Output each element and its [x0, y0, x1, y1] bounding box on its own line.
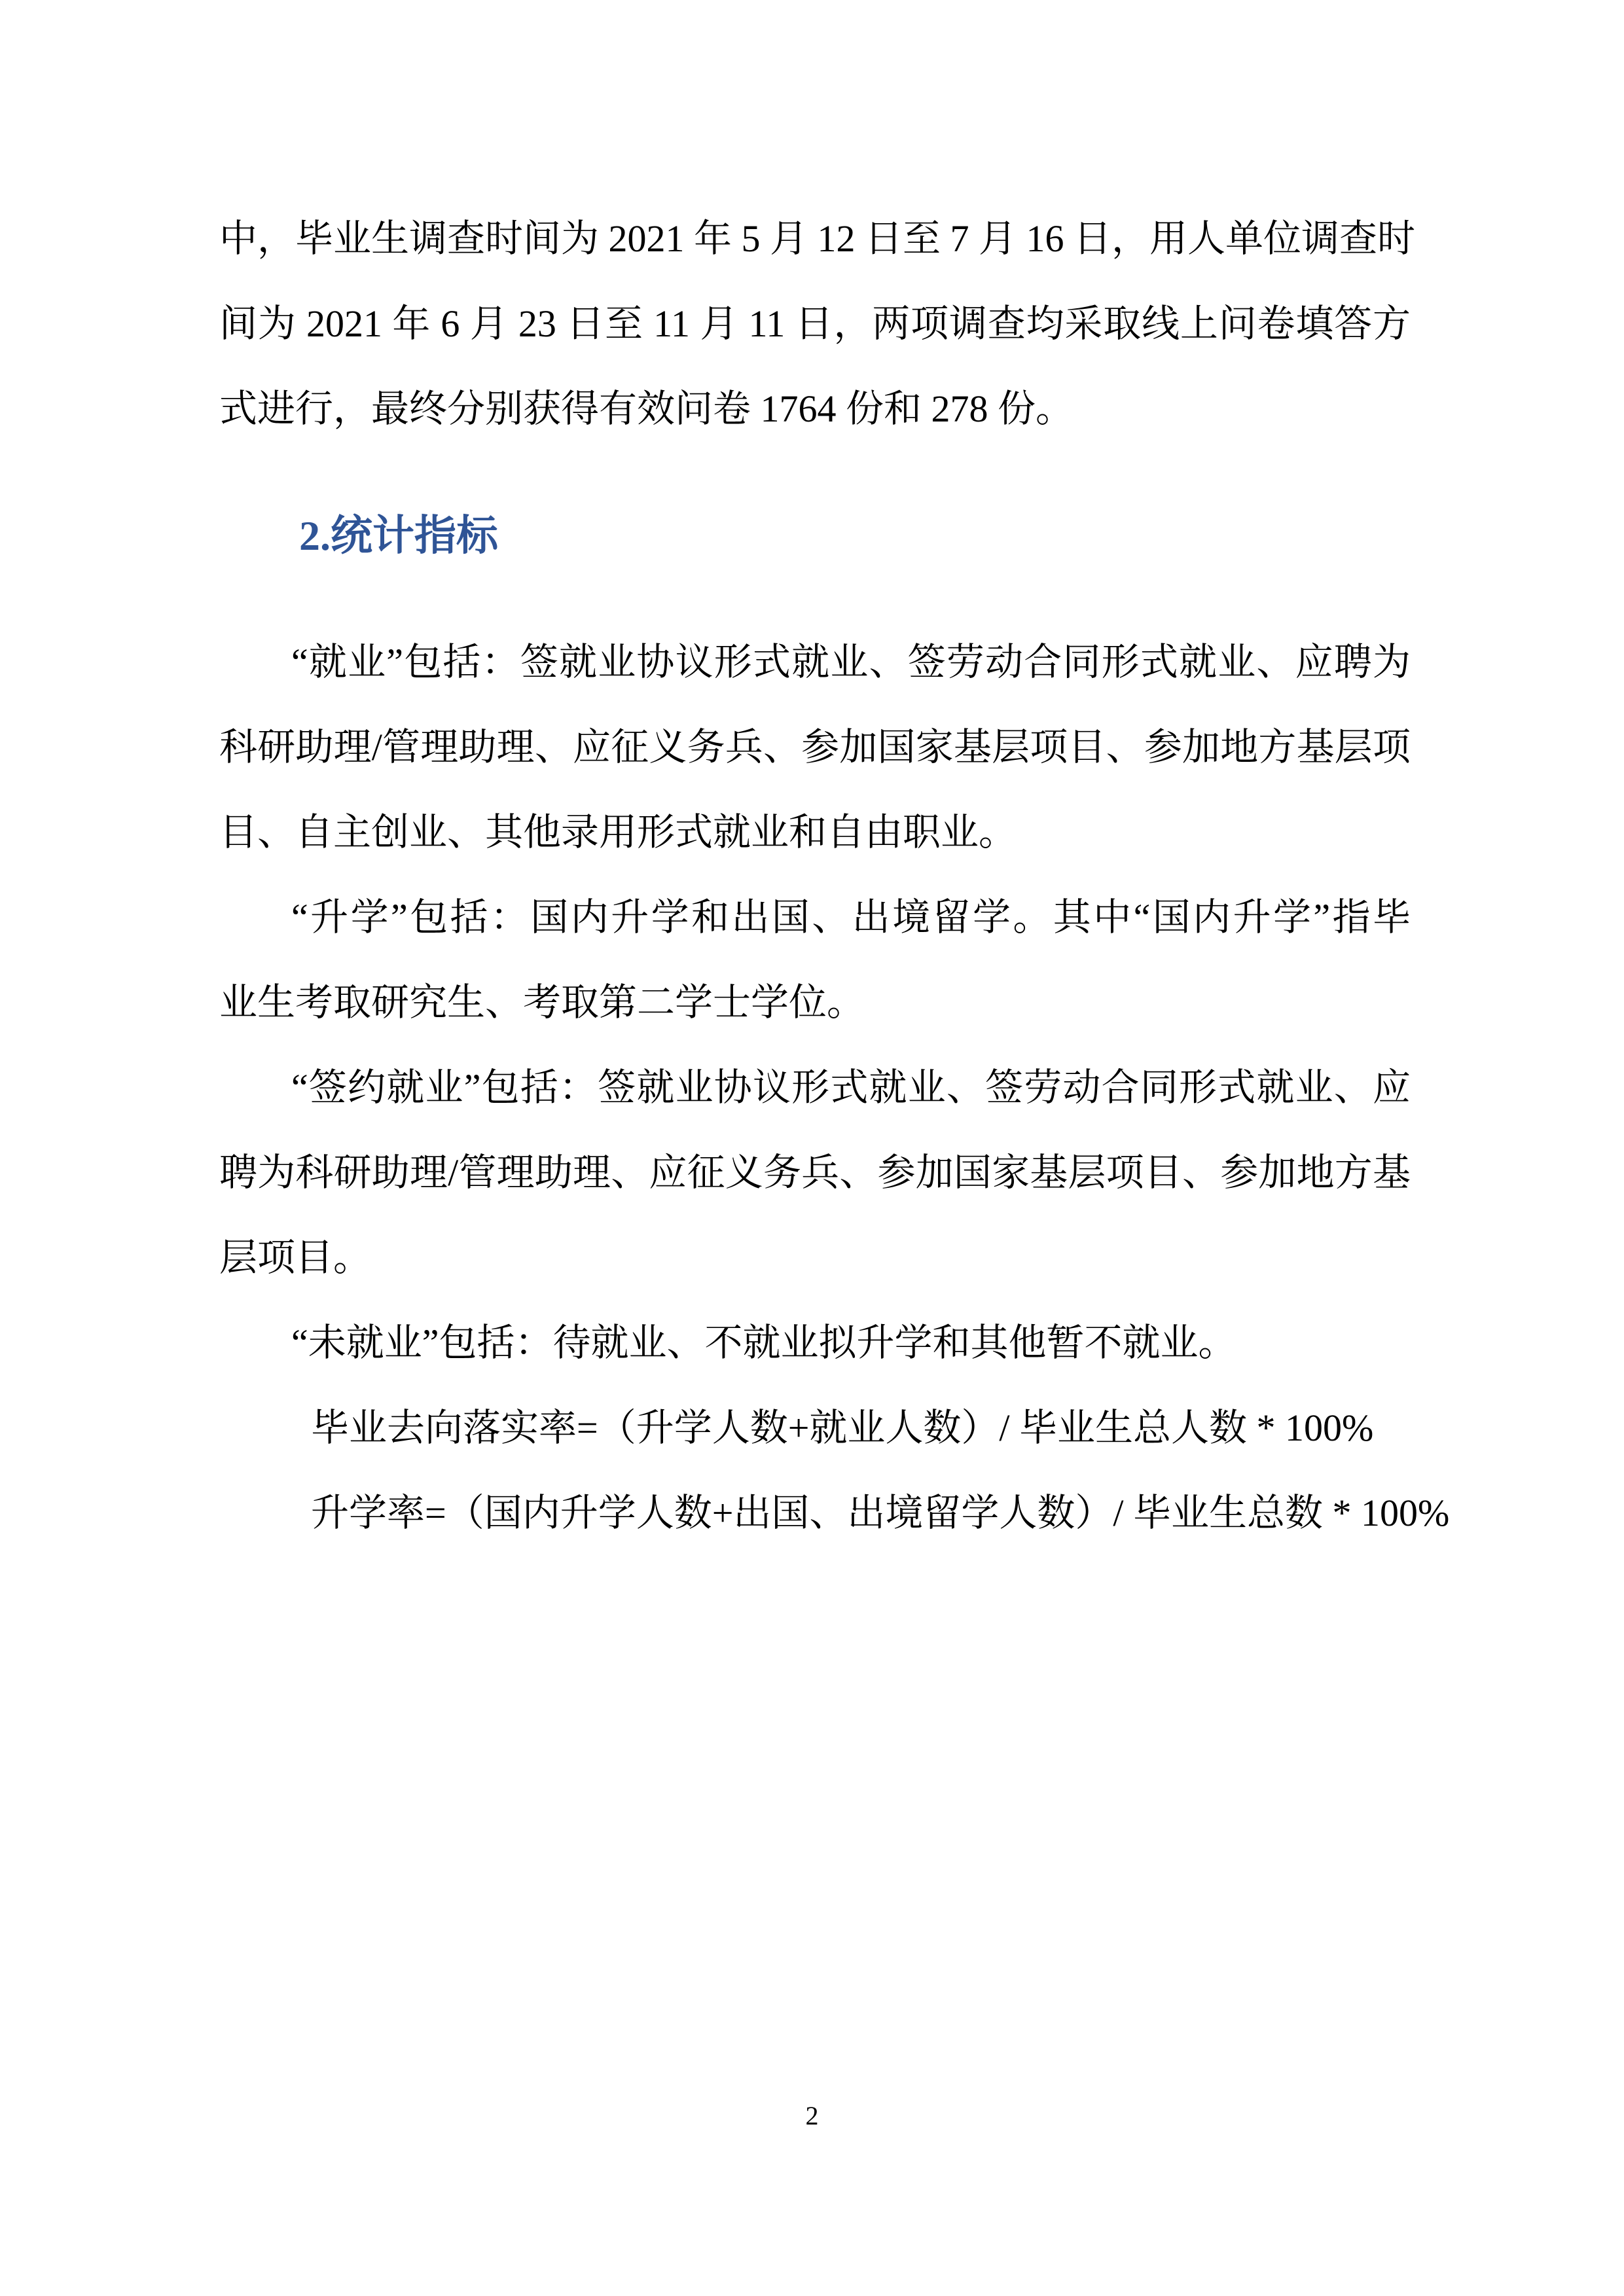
- survey-timeline-paragraph: [219, 196, 1416, 452]
- text-line: 中，毕业生调查时间为 2021 年 5 月 12 日至 7 月 16 日，用人单位调查时: [219, 217, 1416, 260]
- further-study-definition-paragraph: [219, 875, 1411, 1045]
- text-line: 升学率=（国内升学人数+出国、出境留学人数）/ 毕业生总数 * 100%: [311, 1492, 1450, 1534]
- placement-rate-formula: [219, 1386, 1411, 1471]
- document-content: [219, 196, 1450, 1556]
- contract-employment-definition-paragraph: [219, 1045, 1411, 1300]
- unemployed-definition-paragraph: [219, 1300, 1411, 1386]
- page-number: 2: [805, 2101, 819, 2130]
- section-heading-statistical-indicators: 2.统计指标: [299, 512, 498, 559]
- text-line: 目、自主创业、其他录用形式就业和自由职业。: [219, 811, 1017, 853]
- text-line: “就业”包括：签就业协议形式就业、签劳动合同形式就业、应聘为: [291, 641, 1411, 683]
- text-line: “未就业”包括：待就业、不就业拟升学和其他暂不就业。: [291, 1321, 1236, 1364]
- text-line: 式进行，最终分别获得有效问卷 1764 份和 278 份。: [219, 387, 1074, 430]
- text-line: 层项目。: [219, 1236, 372, 1279]
- employment-definition-paragraph: [219, 620, 1411, 875]
- text-line: 科研助理/管理助理、应征义务兵、参加国家基层项目、参加地方基层项: [219, 726, 1411, 768]
- text-line: 间为 2021 年 6 月 23 日至 11 月 11 日，两项调查均采取线上问卷填答方: [219, 302, 1411, 345]
- further-study-rate-formula: [219, 1471, 1450, 1556]
- text-line: 聘为科研助理/管理助理、应征义务兵、参加国家基层项目、参加地方基: [219, 1151, 1411, 1194]
- text-line: 业生考取研究生、考取第二学士学位。: [219, 981, 865, 1024]
- text-line: “升学”包括：国内升学和出国、出境留学。其中“国内升学”指毕: [291, 896, 1411, 939]
- text-line: “签约就业”包括：签就业协议形式就业、签劳动合同形式就业、应: [291, 1066, 1411, 1109]
- text-line: 毕业去向落实率=（升学人数+就业人数）/ 毕业生总人数 * 100%: [311, 1407, 1374, 1449]
